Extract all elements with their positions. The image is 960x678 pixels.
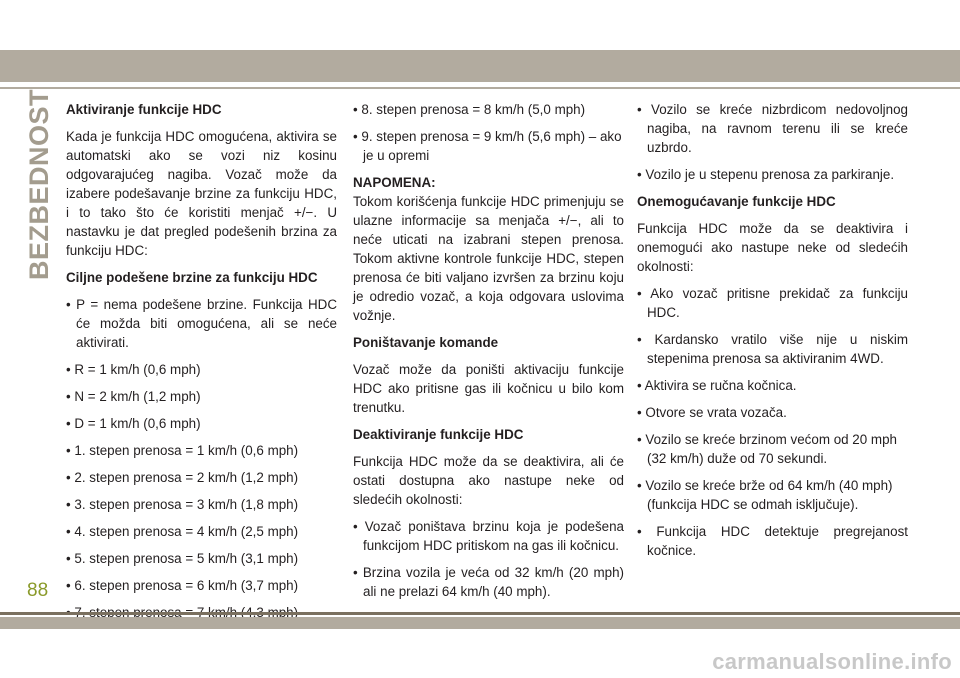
section-side-title — [20, 88, 58, 280]
paragraph-hdc-activation: Kada je funkcija HDC omogućena, aktivira se automatski ako se vozi niz kosinu odgovarajućeg nagiba. Vozač može da izabere podešavanje brzine za funkciju HDC, i to tako što će koristiti menjač +/−. U nastavku je dat pregled podešenih brzina za funkciju HDC: — [66, 129, 337, 258]
watermark-text: carmanualsonline.info — [712, 649, 952, 674]
page-number: 88 — [27, 580, 49, 601]
footer-band — [0, 617, 960, 629]
list-item: • 5. stepen prenosa = 5 km/h (3,1 mph) — [66, 551, 299, 566]
list-item: • Otvore se vrata vozača. — [637, 405, 787, 420]
section-side-title-text: BEZBEDNOST — [23, 88, 54, 280]
heading-override: Poništavanje komande — [353, 335, 499, 350]
list-item: • Brzina vozila je veća od 32 km/h (20 mph) ali ne prelazi 64 km/h (40 mph). — [353, 565, 624, 599]
list-item: • P = nema podešene brzine. Funkcija HDC će možda biti omogućena, ali se neće aktivirati. — [66, 297, 337, 350]
list-item: • 9. stepen prenosa = 9 km/h (5,6 mph) – ako je u opremi — [353, 129, 622, 163]
list-item: • 8. stepen prenosa = 8 km/h (5,0 mph) — [353, 102, 586, 117]
paragraph-deactivate: Funkcija HDC može da se deaktivira, ali će ostati dostupna ako nastupe neke od sledećih okolnosti: — [353, 454, 624, 507]
list-item: • 3. stepen prenosa = 3 km/h (1,8 mph) — [66, 497, 299, 512]
list-item: • Vozilo se kreće brže od 64 km/h (40 mph) (funkcija HDC se odmah isključuje). — [637, 478, 893, 512]
list-item: • Vozilo se kreće nizbrdicom nedovoljnog nagiba, na ravnom terenu ili se kreće uzbrdo. — [637, 102, 908, 155]
list-item: • Aktivira se ručna kočnica. — [637, 378, 797, 393]
list-item: • N = 2 km/h (1,2 mph) — [66, 389, 201, 404]
note-label: NAPOMENA: — [353, 175, 436, 190]
list-item: • Vozač poništava brzinu koja je podešena funkcijom HDC pritiskom na gas ili kočnicu. — [353, 519, 624, 553]
column-2 — [353, 100, 624, 609]
list-item: • Ako vozač pritisne prekidač za funkciju HDC. — [637, 286, 908, 320]
list-item: • 4. stepen prenosa = 4 km/h (2,5 mph) — [66, 524, 299, 539]
heading-hdc-activation: Aktiviranje funkcije HDC — [66, 102, 222, 117]
note-text: Tokom korišćenja funkcije HDC primenjuju se ulazne informacije sa menjača +/−, ali to neće uticati na izabrani stepen prenosa. Tokom aktivne kontrole funkcije HDC, stepen prenosa će biti valjano izvršen za brzinu koju je odredio vozač, a koja odgovara uslovima vožnje. — [353, 194, 624, 323]
heading-target-speeds: Ciljne podešene brzine za funkciju HDC — [66, 270, 318, 285]
heading-deactivate: Deaktiviranje funkcije HDC — [353, 427, 524, 442]
header-band — [0, 50, 960, 82]
list-item: • Vozilo se kreće brzinom većom od 20 mph (32 km/h) duže od 70 sekundi. — [637, 432, 897, 466]
list-item: • Vozilo je u stepenu prenosa za parkiranje. — [637, 167, 895, 182]
list-item: • 2. stepen prenosa = 2 km/h (1,2 mph) — [66, 470, 299, 485]
footer-rule — [0, 612, 960, 615]
heading-disable: Onemogućavanje funkcije HDC — [637, 194, 836, 209]
list-item: • R = 1 km/h (0,6 mph) — [66, 362, 201, 377]
list-item: • Kardansko vratilo više nije u niskim stepenima prenosa sa aktiviranim 4WD. — [637, 332, 908, 366]
list-item: • D = 1 km/h (0,6 mph) — [66, 416, 201, 431]
list-item: • 6. stepen prenosa = 6 km/h (3,7 mph) — [66, 578, 299, 593]
header-rule — [0, 87, 960, 89]
paragraph-disable: Funkcija HDC može da se deaktivira i onemogući ako nastupe neke od sledećih okolnosti: — [637, 221, 908, 274]
column-3 — [637, 100, 908, 568]
list-item: • Funkcija HDC detektuje pregrejanost kočnice. — [637, 524, 908, 558]
paragraph-override: Vozač može da poništi aktivaciju funkcije HDC ako pritisne gas ili kočnicu u bilo kom trenutku. — [353, 362, 624, 415]
column-1 — [66, 100, 337, 630]
list-item: • 1. stepen prenosa = 1 km/h (0,6 mph) — [66, 443, 299, 458]
